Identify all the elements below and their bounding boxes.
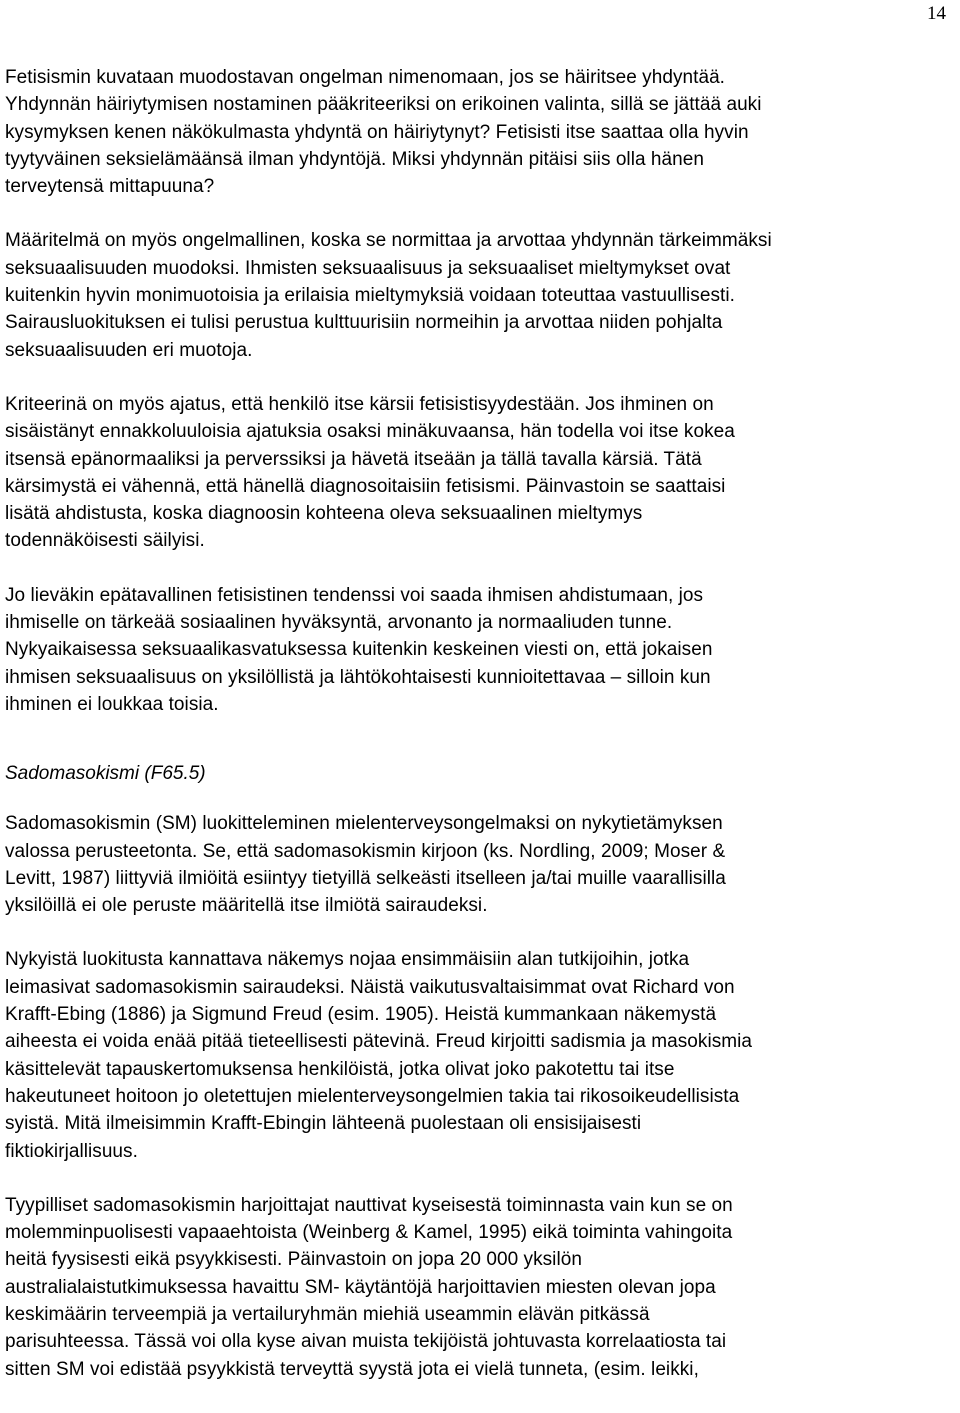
text-line: heitä fyysisesti eikä psyykkisesti. Päinvastoin on jopa 20 000 yksilön xyxy=(5,1249,582,1271)
text-line: aiheesta ei voida enää pitää tieteellisesti pätevinä. Freud kirjoitti sadismia ja masokismia xyxy=(5,1031,753,1053)
text-line: ihmisen seksuaalisuus on yksilöllistä ja lähtökohtaisesti kunnioitettavaa – silloin kun xyxy=(5,666,711,688)
text-line: valossa perusteetonta. Se, että sadomasokismin kirjoon (ks. Nordling, 2009; Moser & xyxy=(5,840,726,862)
text-line: Levitt, 1987) liittyviä ilmiöitä esiintyy tietyillä selkeästi itselleen ja/tai muille vaarallisilla xyxy=(5,867,726,889)
text-line: australialaistutkimuksessa havaittu SM- käytäntöjä harjoittavien miesten olevan jopa xyxy=(5,1276,716,1298)
paragraph-early-researchers xyxy=(5,946,955,1164)
text-line: terveytensä mittapuuna? xyxy=(5,176,215,198)
paragraph-fetishism-intercourse xyxy=(5,64,955,200)
text-line: sitten SM voi edistää psyykkistä terveyttä syystä jota ei vielä tunneta, (esim. leikki, xyxy=(5,1358,699,1380)
text-line: Määritelmä on myös ongelmallinen, koska se normittaa ja arvottaa yhdynnän tärkeimmäksi xyxy=(5,230,772,252)
paragraph-typical-practitioners xyxy=(5,1192,955,1383)
text-line: Fetisismin kuvataan muodostavan ongelman nimenomaan, jos se häiritsee yhdyntää. xyxy=(5,67,726,88)
text-line: sisäistänyt ennakkoluuloisia ajatuksia osaksi minäkuvaansa, hän todella voi itse kokea xyxy=(5,421,735,443)
page-number: 14 xyxy=(927,3,946,24)
text-line: molemminpuolisesti vapaaehtoista (Weinberg & Kamel, 1995) eikä toiminta vahingoita xyxy=(5,1222,733,1244)
text-line: keskimäärin terveempiä ja vertailuryhmän miehiä useammin elävän pitkässä xyxy=(5,1303,650,1325)
text-line: Nykyistä luokitusta kannattava näkemys nojaa ensimmäisiin alan tutkijoihin, jotka xyxy=(5,949,690,971)
text-line: Sadomasokismin (SM) luokitteleminen mielenterveysongelmaksi on nykytietämyksen xyxy=(5,813,723,835)
text-line: Kriteerinä on myös ajatus, että henkilö itse kärsii fetisistisyydestään. Jos ihminen on xyxy=(5,393,714,415)
text-line: Jo lieväkin epätavallinen fetisistinen tendenssi voi saada ihmisen ahdistumaan, jos xyxy=(5,584,704,606)
text-line: seksuaalisuuden muodoksi. Ihmisten seksuaalisuus ja seksuaaliset mieltymykset ovat xyxy=(5,257,731,279)
text-line: Krafft-Ebing (1886) ja Sigmund Freud (esim. 1905). Heistä kummankaan näkemystä xyxy=(5,1004,717,1026)
text-line: Tyypilliset sadomasokismin harjoittajat nauttivat kyseisestä toiminnasta vain kun se on xyxy=(5,1194,733,1216)
section-heading: Sadomasokismi (F65.5) xyxy=(5,763,206,785)
text-line: kysymyksen kenen näkökulmasta yhdyntä on häiriytynyt? Fetisisti itse saattaa olla hyvin xyxy=(5,121,749,143)
text-line: lisätä ahdistusta, koska diagnoosin kohteena oleva seksuaalinen mieltymys xyxy=(5,503,643,525)
text-line: todennäköisesti säilyisi. xyxy=(5,530,205,552)
paragraph-social-acceptance xyxy=(5,582,955,718)
text-line: parisuhteessa. Tässä voi olla kyse aivan muista tekijöistä johtuvasta korrelaatiosta tai xyxy=(5,1331,727,1353)
text-line: syistä. Mitä ilmeisimmin Krafft-Ebingin lähteenä puolestaan oli ensisijaisesti xyxy=(5,1113,642,1135)
paragraph-suffering-criterion xyxy=(5,391,955,555)
text-line: tyytyväinen seksielämäänsä ilman yhdyntöjä. Miksi yhdynnän pitäisi siis olla hänen xyxy=(5,148,705,170)
text-line: fiktiokirjallisuus. xyxy=(5,1140,138,1162)
text-line: yksilöillä ei ole peruste määritellä itse ilmiötä sairaudeksi. xyxy=(5,895,488,917)
text-line: ihmiselle on tärkeää sosiaalinen hyväksyntä, arvonanto ja normaaliuden tunne. xyxy=(5,612,673,634)
text-line: itsensä epänormaaliksi ja perverssiksi ja hävetä itseään ja tällä tavalla kärsiä. Tätä xyxy=(5,448,702,470)
text-line: Yhdynnän häiriytymisen nostaminen pääkriteeriksi on erikoinen valinta, sillä se jättää auki xyxy=(5,94,762,116)
paragraph-definition-problematic xyxy=(5,227,955,363)
text-line: seksuaalisuuden eri muotoja. xyxy=(5,339,253,361)
text-line: leimasivat sadomasokismin sairaudeksi. Näistä vaikutusvaltaisimmat ovat Richard von xyxy=(5,976,735,998)
text-line: ihminen ei loukkaa toisia. xyxy=(5,693,219,715)
document-body xyxy=(5,64,955,1410)
text-line: hakeutuneet hoitoon jo oletettujen mielenterveysongelmien takia tai rikosoikeudellisista xyxy=(5,1085,740,1107)
text-line: kuitenkin hyvin monimuotoisia ja erilaisia mieltymyksiä voidaan toteuttaa vastuullisesti. xyxy=(5,285,735,307)
text-line: käsittelevät tapauskertomuksensa henkilöistä, jotka olivat joko pakotettu tai itse xyxy=(5,1058,675,1080)
text-line: kärsimystä ei vähennä, että hänellä diagnosoitaisiin fetisismi. Päinvastoin se saattaisi xyxy=(5,475,726,497)
text-line: Nykyaikaisessa seksuaalikasvatuksessa kuitenkin keskeinen viesti on, että jokaisen xyxy=(5,639,713,661)
text-line: Sairausluokituksen ei tulisi perustua kulttuurisiin normeihin ja arvottaa niiden pohjalta xyxy=(5,312,723,334)
paragraph-sm-classification xyxy=(5,810,955,919)
